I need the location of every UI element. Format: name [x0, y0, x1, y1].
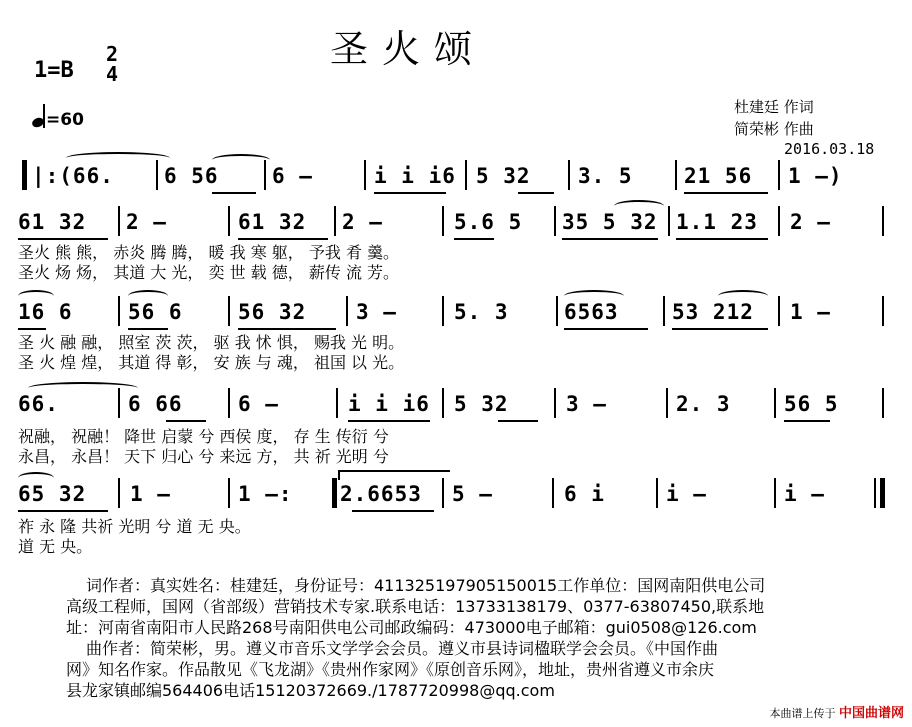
barline [336, 388, 338, 418]
barline [552, 478, 554, 508]
measure: 21 56 [684, 164, 753, 188]
measure: 65 32 [18, 482, 87, 506]
barline [156, 160, 158, 190]
measure: 6 – [238, 392, 279, 416]
barline [442, 478, 444, 508]
measure: 5.6 5 [454, 210, 523, 234]
author-info [66, 575, 886, 701]
barline [118, 296, 120, 326]
tempo-mark [32, 110, 84, 130]
measure: 2.6653 [340, 482, 422, 506]
repeat-end-bar [332, 478, 337, 508]
key-signature: 1=B [34, 58, 74, 83]
measure: 1 –: [238, 482, 293, 506]
tie-arc [66, 152, 170, 164]
underline-beam [498, 420, 538, 422]
author-info-line: 网》知名作家。作品散见《飞龙湖》《贵州作家网》《原创音乐网》，地址，贵州省遵义市余庆 [66, 660, 715, 679]
site-logo: 中国曲谱网 [838, 706, 904, 721]
underline-beam [212, 192, 256, 194]
underline-beam [518, 192, 554, 194]
barline [442, 296, 444, 326]
measure: 16 6 [18, 300, 73, 324]
measure: 1 –) [788, 164, 843, 188]
barline [364, 160, 366, 190]
barline [663, 296, 665, 326]
second-ending-bracket [338, 470, 450, 480]
barline [118, 206, 120, 236]
lyrics-verse-1: 祚 永 隆 共祈 光明 兮 道 无 央。 [18, 517, 251, 536]
measure: 61 32 [18, 210, 87, 234]
barline [774, 388, 776, 418]
composer-credit: 简荣彬 作曲 [734, 120, 814, 138]
barline [346, 296, 348, 326]
barline [668, 206, 670, 236]
measure: 66. [18, 392, 59, 416]
measure: 5 32 [454, 392, 509, 416]
measure: 3 – [566, 392, 607, 416]
barline [554, 206, 556, 236]
measure: i – [784, 482, 825, 506]
barline [334, 206, 336, 236]
underline-beam [672, 328, 768, 330]
measure: 6563 [564, 300, 619, 324]
tie-arc [564, 290, 624, 302]
barline [656, 478, 658, 508]
measure: 2 – [342, 210, 383, 234]
underline-beam [18, 510, 108, 512]
measure: 6 – [272, 164, 313, 188]
underline-beam [454, 238, 494, 240]
barline [778, 206, 780, 236]
barline [675, 160, 677, 190]
barline [556, 296, 558, 326]
measure: 5 32 [476, 164, 531, 188]
underline-beam [348, 420, 430, 422]
author-info-line: 址：河南省南阳市人民路268号南阳供电公司邮政编码：473000电子邮箱：gui0508@126.com [66, 618, 757, 637]
barline [228, 388, 230, 418]
measure: 35 5 32 [562, 210, 658, 234]
measure: 5 – [452, 482, 493, 506]
upload-note: 本曲谱上传于 [769, 707, 836, 720]
tie-arc [18, 472, 54, 484]
measure: 56 32 [238, 300, 307, 324]
measure: 3 – [356, 300, 397, 324]
repeat-start-bar [22, 160, 27, 190]
underline-beam [684, 192, 768, 194]
author-info-line: 县龙家镇邮编564406电话15120372669./1787720998@qq.com [66, 681, 555, 700]
author-info-line: 高级工程师，国网（省部级）营销技术专家.联系电话：13733138179、0377-63807450,联系地 [66, 597, 765, 616]
lyrics-verse-1: 圣火 熊 熊， 赤炎 腾 腾， 暖 我 寒 躯， 予我 肴 羹。 [18, 243, 400, 262]
barline [118, 478, 120, 508]
author-info-line: 曲作者：简荣彬，男。遵义市音乐文学学会会员。遵义市县诗词楹联学会会员。《中国作曲 [86, 639, 719, 658]
barline [882, 388, 884, 418]
quarter-note-icon [31, 116, 45, 129]
measure: i i i6 [348, 392, 430, 416]
barline [228, 296, 230, 326]
measure: 53 212 [672, 300, 754, 324]
barline [874, 478, 876, 508]
measure: 2 – [790, 210, 831, 234]
barline [228, 206, 230, 236]
lyrics-verse-1: 祝融， 祝融！ 降世 启蒙 兮 西侯 度， 存 生 传衍 兮 [18, 427, 389, 446]
measure: 3. 5 [578, 164, 633, 188]
measure: 61 32 [238, 210, 307, 234]
time-signature [106, 44, 118, 84]
measure: 1 – [790, 300, 831, 324]
lyrics-verse-2: 圣火 炀 炀， 其道 大 光， 奕 世 载 德， 薪传 流 芳。 [18, 263, 400, 282]
score-row-2 [18, 204, 893, 284]
barline [882, 206, 884, 236]
tie-arc [128, 290, 168, 302]
lyrics-verse-2: 圣 火 煌 煌， 其道 得 彰， 安 族 与 魂， 祖国 以 光。 [18, 353, 405, 372]
underline-beam [676, 238, 768, 240]
measure: 56 6 [128, 300, 183, 324]
measure: 1 – [130, 482, 171, 506]
barline [228, 478, 230, 508]
lyrics-verse-1: 圣 火 融 融， 照室 茨 茨， 驱 我 怵 惧， 赐我 光 明。 [18, 333, 405, 352]
lyrics-verse-2: 道 无 央。 [18, 537, 93, 556]
barline [554, 388, 556, 418]
underline-beam [352, 510, 434, 512]
tie-arc [18, 290, 54, 302]
barline [774, 478, 776, 508]
lyricist-credit: 杜建廷 作词 [734, 98, 814, 116]
score-row-4 [18, 386, 893, 466]
measure: i – [666, 482, 707, 506]
tie-arc [28, 382, 138, 394]
measure: 1.1 23 [676, 210, 758, 234]
author-info-line: 词作者：真实姓名：桂建廷，身份证号：411325197905150015工作单位：国网南阳供电公司 [86, 576, 766, 595]
barline [882, 296, 884, 326]
barline [442, 206, 444, 236]
lyrics-verse-2: 永昌， 永昌！ 天下 归心 兮 来远 方， 共 祈 光明 兮 [18, 447, 389, 466]
tie-arc [212, 154, 270, 166]
measure: 6 66 [128, 392, 183, 416]
upload-watermark [769, 702, 904, 721]
measure: 2 – [126, 210, 167, 234]
date-label: 2016.03.18 [784, 140, 875, 158]
measure: 2. 3 [676, 392, 731, 416]
final-barline [880, 478, 885, 508]
measure: 6 i [564, 482, 605, 506]
measure: |:(66. [32, 164, 114, 188]
score-row-5 [18, 476, 893, 556]
underline-beam [784, 420, 830, 422]
underline-beam [564, 328, 648, 330]
barline [778, 160, 780, 190]
score-row-1 [18, 158, 893, 198]
underline-beam [562, 238, 658, 240]
time-signature-bottom: 4 [106, 62, 119, 86]
score-row-3 [18, 294, 893, 374]
barline [465, 160, 467, 190]
barline [442, 388, 444, 418]
measure: 6 56 [164, 164, 219, 188]
barline [568, 160, 570, 190]
tie-arc [614, 200, 664, 212]
measure: i i i6 [374, 164, 456, 188]
measure: 5. 3 [454, 300, 509, 324]
time-signature-top: 2 [106, 42, 119, 66]
underline-beam [374, 192, 446, 194]
song-title: 圣火颂 [330, 27, 487, 71]
barline [778, 296, 780, 326]
underline-beam [166, 420, 206, 422]
measure: 56 5 [784, 392, 839, 416]
barline [666, 388, 668, 418]
tempo-value: =60 [46, 110, 84, 130]
tie-arc [718, 290, 768, 302]
